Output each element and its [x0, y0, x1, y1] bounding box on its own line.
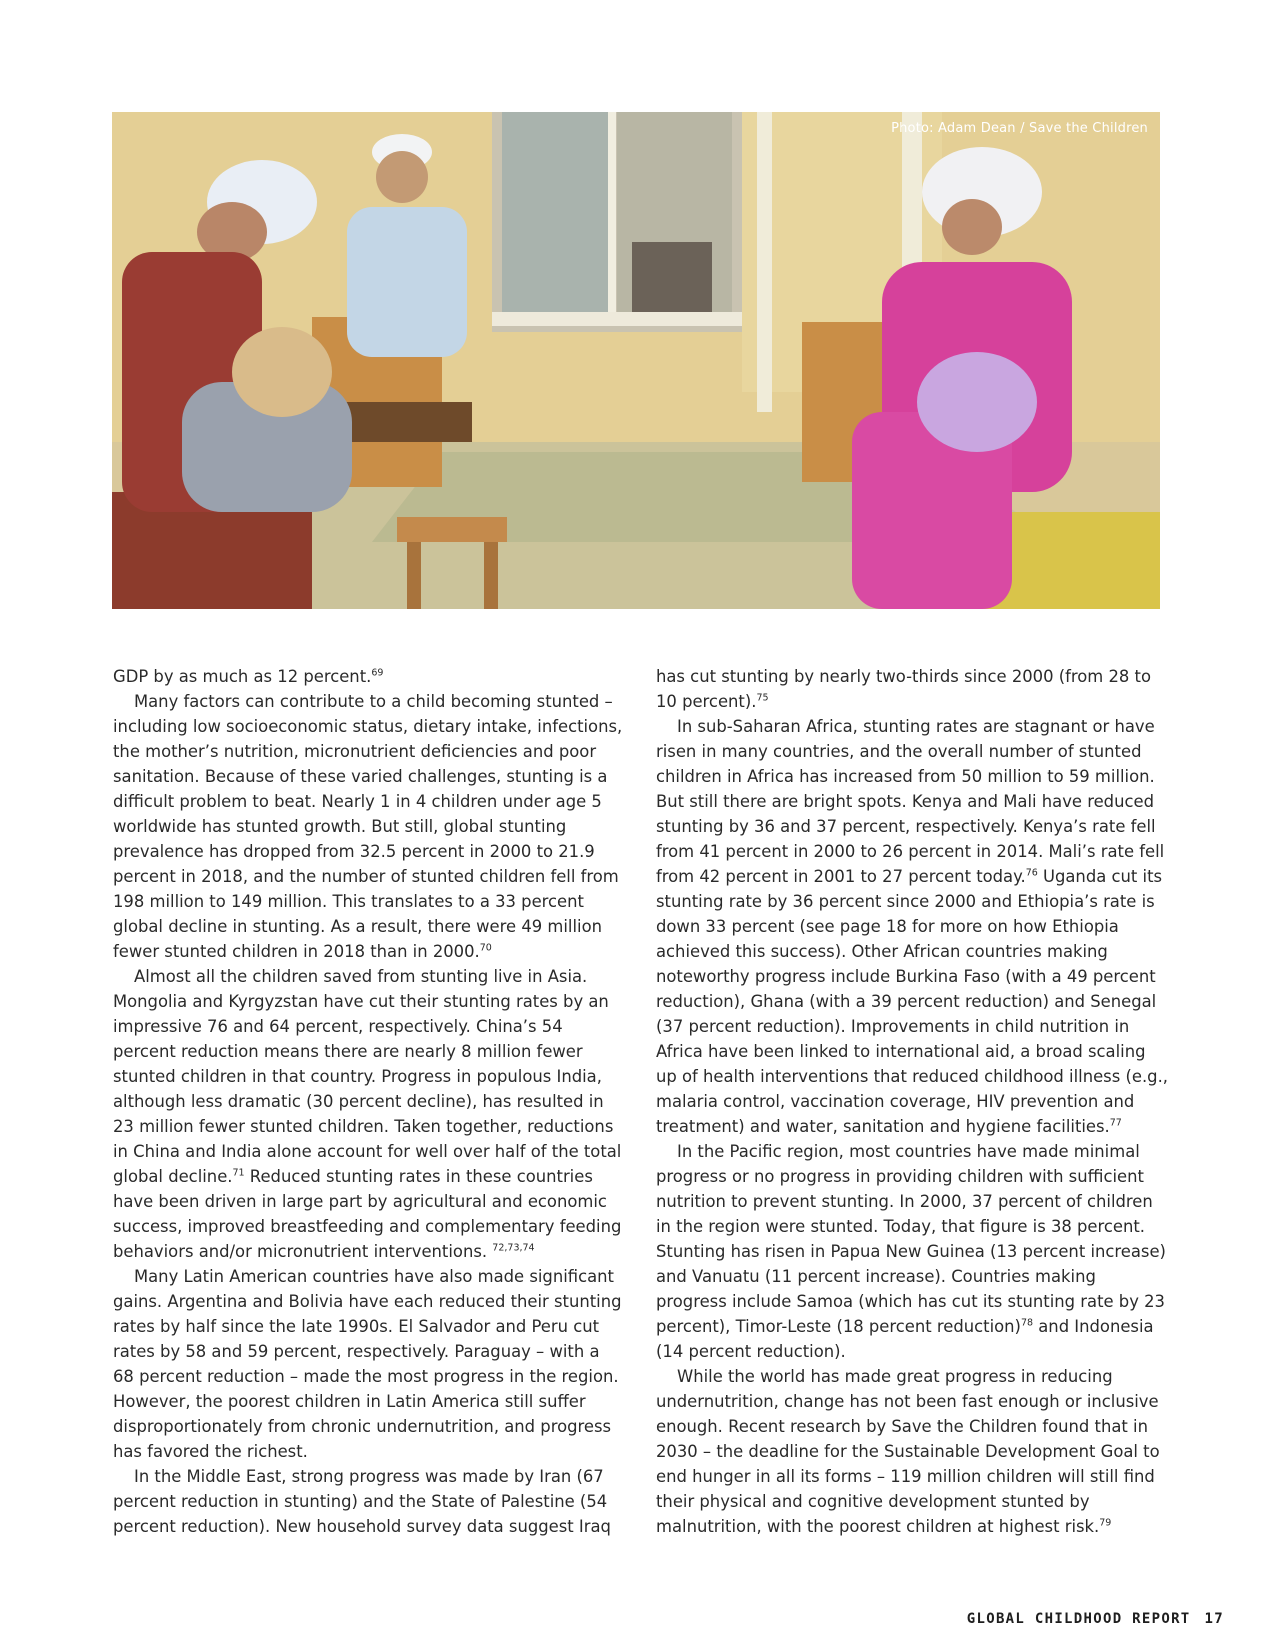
left-column: [113, 664, 625, 1539]
hospital-ward-photo: [112, 112, 1160, 609]
paragraph: has cut stunting by nearly two-thirds since 2000 (from 28 to 10 percent).$^{75}$: [656, 667, 1152, 711]
paragraph: While the world has made great progress in reducing undernutrition, change has not been fast enough or inclusive enough. Recent research by Save the Children found that in 2030 – the deadline for the Sustainable Development Goal to end hunger in all its forms – 119 million children will still find their physical and cognitive development stunted by malnutrition, with the poorest children at highest risk.$^{79}$: [656, 1367, 1160, 1536]
paragraph: Many factors can contribute to a child becoming stunted – including low socioeconomic status, dietary intake, infections, the mother’s nutrition, micronutrient deficiencies and poor sanitation. Because of these varied challenges, stunting is a difficult problem to beat. Nearly 1 in 4 children under age 5 worldwide has stunted growth. But still, global stunting prevalence has dropped from 32.5 percent in 2000 to 21.9 percent in 2018, and the number of stunted children fell from 198 million to 149 million. This translates to a 33 percent global decline in stunting. As a result, there were 49 million fewer stunted children in 2018 than in 2000.70: [113, 692, 623, 961]
paragraph: GDP by as much as 12 percent.$^{69}$: [113, 667, 384, 686]
paragraph: Many Latin American countries have also made significant gains. Argentina and Bolivia have each reduced their stunting rates by half since the late 1990s. El Salvador and Peru cut rates by 58 and 59 percent, respectively. Paraguay – with a 68 percent reduction – made the most progress in the region. However, the poorest children in Latin America still suffer disproportionately from chronic undernutrition, and progress has favored the richest.: [113, 1267, 622, 1461]
photo-illustration: [112, 112, 1160, 609]
page-number: 17: [1204, 1611, 1224, 1627]
report-title: GLOBAL CHILDHOOD REPORT: [966, 1611, 1191, 1627]
photo-credit: Photo: Adam Dean / Save the Children: [891, 121, 1148, 136]
paragraph: Almost all the children saved from stunting live in Asia. Mongolia and Kyrgyzstan have cut their stunting rates by an impressive 76 and 64 percent, respectively. China’s 54 percent reduction means there are nearly 8 million fewer stunted children in that country. Progress in populous India, although less dramatic (30 percent decline), has resulted in 23 million fewer stunted children. Taken together, reductions in China and India alone account for well over half of the total global decline.$^{71}$ Reduced stunting rates in these countries have been driven in large part by agricultural and economic success, improved breastfeeding and complementary feeding behaviors and/or micronutrient interventions. $^{72,73,74}$: [113, 967, 622, 1261]
page-footer: [967, 1611, 1224, 1627]
paragraph: In sub-Saharan Africa, stunting rates are stagnant or have risen in many countries, and the overall number of stunted children in Africa has increased from 50 million to 59 million. But still there are bright spots. Kenya and Mali have reduced stunting by 36 and 37 percent, respectively. Kenya’s rate fell from 41 percent in 2000 to 26 percent in 2014. Mali’s rate fell from 42 percent in 2001 to 27 percent today.$^{76}$ Uganda cut its stunting rate by 36 percent since 2000 and Ethiopia’s rate is down 33 percent (see page 18 for more on how Ethiopia achieved this success). Other African countries making noteworthy progress include Burkina Faso (with a 49 percent reduction), Ghana (with a 39 percent reduction) and Senegal (37 percent reduction). Improvements in child nutrition in Africa have been linked to international aid, a broad scaling up of health interventions that reduced childhood illness (e.g., malaria control, vaccination coverage, HIV prevention and treatment) and water, sanitation and hygiene facilities.$^{77}$: [656, 717, 1168, 1136]
paragraph: In the Pacific region, most countries have made minimal progress or no progress in providing children with sufficient nutrition to prevent stunting. In 2000, 37 percent of children in the region were stunted. Today, that figure is 38 percent. Stunting has risen in Papua New Guinea (13 percent increase) and Vanuatu (11 percent increase). Countries making progress include Samoa (which has cut its stunting rate by 23 percent), Timor-Leste (18 percent reduction)$^{78}$ and Indonesia (14 percent reduction).: [656, 1142, 1166, 1361]
right-column: [656, 664, 1168, 1539]
paragraph: In the Middle East, strong progress was made by Iran (67 percent reduction in stunting) and the State of Palestine (54 percent reduction). New household survey data suggest Iraq: [113, 1467, 611, 1536]
